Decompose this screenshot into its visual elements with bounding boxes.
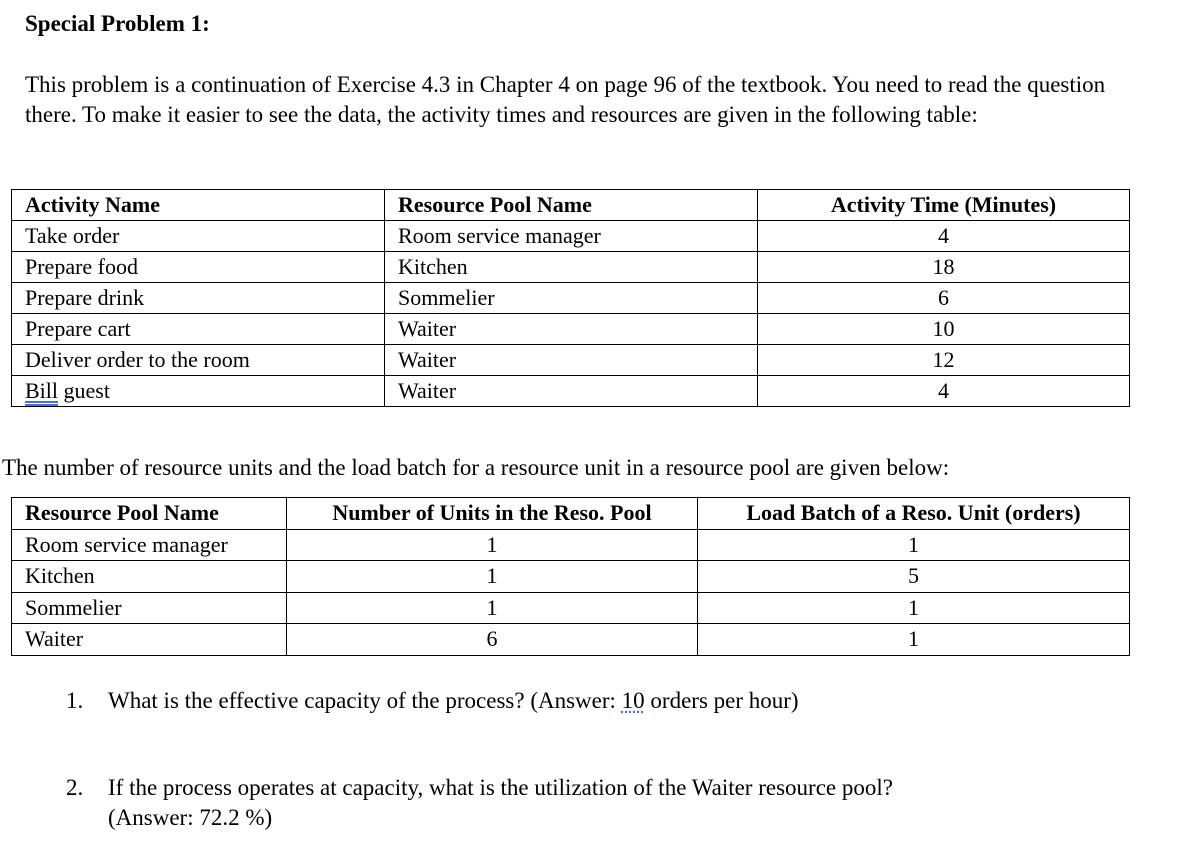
- problem-heading: Special Problem 1:: [25, 11, 210, 36]
- pool-cell: Waiter: [385, 345, 758, 376]
- pool-cell: Sommelier: [12, 592, 287, 624]
- table-row: [12, 529, 1130, 561]
- units-cell: 6: [287, 624, 698, 656]
- table-row: [12, 561, 1130, 593]
- table-header-row: [12, 498, 1130, 530]
- question-2: [66, 773, 1146, 833]
- question-number: 2.: [66, 775, 84, 800]
- table-row: [12, 592, 1130, 624]
- header-load-batch: Load Batch of a Reso. Unit (orders): [698, 498, 1130, 530]
- pool-cell: Waiter: [385, 376, 758, 407]
- pool-cell: Room service manager: [12, 529, 287, 561]
- table-row: [12, 252, 1130, 283]
- pool-cell: Sommelier: [385, 283, 758, 314]
- table-header-row: [12, 190, 1130, 221]
- question-1: [66, 686, 1146, 716]
- question-text: What is the effective capacity of the process? (Answer:: [108, 688, 622, 713]
- question-text: If the process operates at capacity, what is the utilization of the Waiter resource pool?: [108, 775, 893, 800]
- activity-cell: Prepare cart: [12, 314, 385, 345]
- resource-table: [11, 497, 1130, 656]
- intro-paragraph: This problem is a continuation of Exercise 4.3 in Chapter 4 on page 96 of the textbook. You need to read the question there. To make it easier to see the data, the activity times and resources are given in the following table:: [25, 72, 1106, 127]
- header-resource-pool-name: Resource Pool Name: [12, 498, 287, 530]
- activity-cell: Take order: [12, 221, 385, 252]
- table-row: [12, 376, 1130, 407]
- activity-table: [11, 189, 1130, 407]
- units-cell: 1: [287, 561, 698, 593]
- batch-cell: 1: [698, 624, 1130, 656]
- question-text-end: orders per hour): [644, 688, 799, 713]
- answer-value: 10: [621, 688, 645, 713]
- table-row: [12, 345, 1130, 376]
- header-number-of-units: Number of Units in the Reso. Pool: [287, 498, 698, 530]
- time-cell: 4: [758, 221, 1130, 252]
- pool-cell: Kitchen: [12, 561, 287, 593]
- pool-cell: Kitchen: [385, 252, 758, 283]
- table-row: [12, 314, 1130, 345]
- batch-cell: 1: [698, 529, 1130, 561]
- units-cell: 1: [287, 592, 698, 624]
- header-activity-name: Activity Name: [12, 190, 385, 221]
- table-row: [12, 624, 1130, 656]
- pool-cell: Waiter: [385, 314, 758, 345]
- units-cell: 1: [287, 529, 698, 561]
- time-cell: 18: [758, 252, 1130, 283]
- question-answer: (Answer: 72.2 %): [108, 805, 273, 830]
- time-cell: 6: [758, 283, 1130, 314]
- header-resource-pool-name: Resource Pool Name: [385, 190, 758, 221]
- time-cell: 10: [758, 314, 1130, 345]
- activity-cell: Prepare food: [12, 252, 385, 283]
- batch-cell: 1: [698, 592, 1130, 624]
- activity-cell: [12, 376, 385, 407]
- activity-rest: guest: [58, 378, 110, 403]
- table-row: [12, 283, 1130, 314]
- activity-cell: Prepare drink: [12, 283, 385, 314]
- pool-cell: Waiter: [12, 624, 287, 656]
- question-number: 1.: [66, 688, 84, 713]
- pool-cell: Room service manager: [385, 221, 758, 252]
- question-list: [66, 686, 1146, 833]
- time-cell: 4: [758, 376, 1130, 407]
- activity-cell: Deliver order to the room: [12, 345, 385, 376]
- spellcheck-word: Bill: [25, 378, 59, 403]
- resource-intro-text: The number of resource units and the load batch for a resource unit in a resource pool are given below:: [2, 455, 950, 480]
- header-activity-time: Activity Time (Minutes): [758, 190, 1130, 221]
- time-cell: 12: [758, 345, 1130, 376]
- batch-cell: 5: [698, 561, 1130, 593]
- table-row: [12, 221, 1130, 252]
